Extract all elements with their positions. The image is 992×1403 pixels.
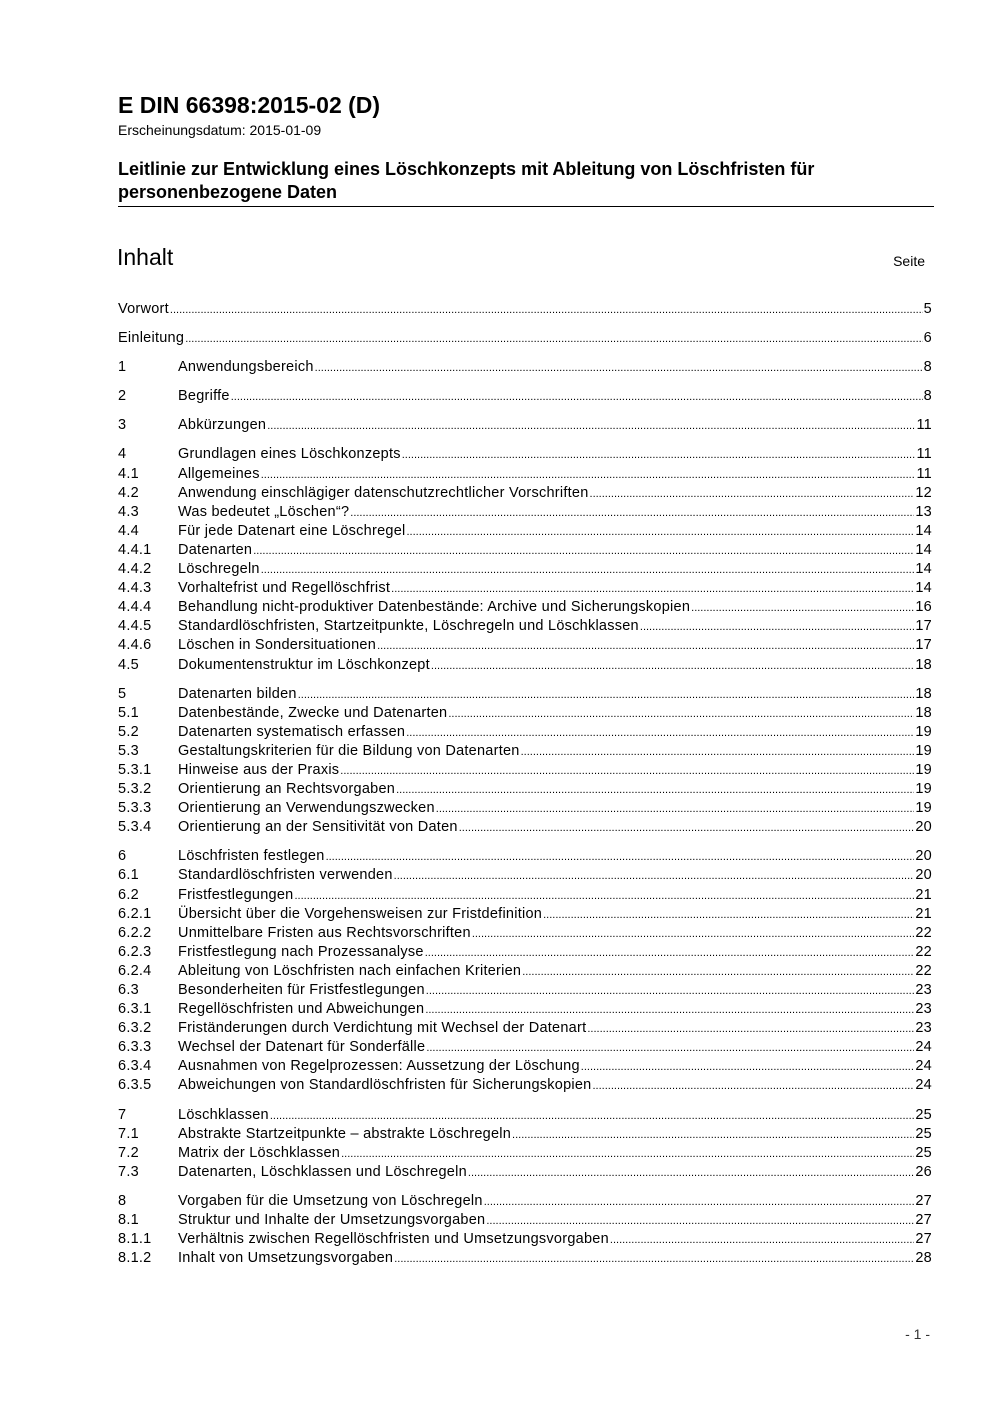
toc-entry-page: 23: [915, 1001, 932, 1018]
toc-entry-page: 25: [915, 1144, 932, 1161]
page-number: - 1 -: [905, 1326, 930, 1342]
toc-entry[interactable]: [118, 329, 932, 348]
dot-leader: [315, 359, 923, 378]
toc-entry-title: Orientierung an Verwendungszwecken: [178, 800, 435, 817]
dot-leader: [436, 800, 915, 819]
document-id: E DIN 66398:2015-02 (D): [118, 92, 381, 118]
toc-entry-number: 6.3.2: [118, 1020, 152, 1037]
toc-entry-page: 24: [915, 1058, 932, 1075]
toc-entry-title: Anwendungsbereich: [178, 359, 314, 376]
toc-entry-number: 6: [118, 848, 127, 865]
dot-leader: [587, 1020, 914, 1039]
toc-entry-title: Hinweise aus der Praxis: [178, 761, 340, 778]
toc-entry[interactable]: [118, 847, 932, 866]
dot-leader: [425, 1001, 914, 1020]
toc-entry-title: Datenarten systematisch erfassen: [178, 723, 406, 740]
toc-entry-title: Standardlöschfristen verwenden: [178, 867, 393, 884]
toc-entry[interactable]: [118, 905, 932, 924]
toc-entry[interactable]: [118, 636, 932, 655]
toc-entry-page: 11: [916, 417, 932, 434]
toc-entry-title: Löschklassen: [178, 1106, 269, 1123]
toc-entry-number: 7.2: [118, 1144, 139, 1161]
toc-entry-title: Übersicht über die Vorgehensweisen zur Fristdefinition: [178, 905, 543, 922]
toc-entry-page: 19: [915, 761, 932, 778]
toc-entry-number: 4.3: [118, 503, 139, 520]
toc-entry[interactable]: [118, 818, 932, 837]
toc-entry[interactable]: [118, 1163, 932, 1182]
dot-leader: [326, 848, 915, 867]
toc-entry-number: 4.4.2: [118, 561, 152, 578]
toc-entry-title: Grundlagen eines Löschkonzepts: [178, 446, 401, 463]
toc-entry-number: 6.3.4: [118, 1058, 152, 1075]
toc-entry-number: 6.3.5: [118, 1077, 152, 1094]
toc-entry-page: 14: [915, 541, 932, 558]
toc-entry-page: 18: [915, 685, 932, 702]
toc-entry-page: 23: [915, 1020, 932, 1037]
toc-entry-number: 6.3.1: [118, 1001, 152, 1018]
toc-entry[interactable]: [118, 799, 932, 818]
toc-entry-page: 27: [915, 1231, 932, 1248]
toc-entry[interactable]: [118, 981, 932, 1000]
toc-entry[interactable]: [118, 541, 932, 560]
toc-entry-number: 6.2.3: [118, 943, 152, 960]
toc-entry-title: Regellöschfristen und Abweichungen: [178, 1001, 425, 1018]
dot-leader: [267, 417, 915, 436]
toc-entry-number: 6.2.1: [118, 905, 152, 922]
dot-leader: [522, 963, 914, 982]
toc-entry-page: 25: [915, 1125, 932, 1142]
toc-entry[interactable]: [118, 484, 932, 503]
dot-leader: [426, 982, 915, 1001]
dot-leader: [261, 466, 916, 485]
toc-entry[interactable]: [118, 780, 932, 799]
dot-leader: [512, 1126, 914, 1145]
toc-entry[interactable]: [118, 866, 932, 885]
toc-entry-title: Fristfestlegung nach Prozessanalyse: [178, 943, 424, 960]
toc-entry[interactable]: [118, 924, 932, 943]
toc-entry-title: Abkürzungen: [178, 417, 267, 434]
toc-entry-number: 4.2: [118, 484, 139, 501]
toc-entry-page: 25: [915, 1106, 932, 1123]
toc-entry-title: Datenbestände, Zwecke und Datenarten: [178, 704, 448, 721]
toc-entry-title: Ableitung von Löschfristen nach einfachen Kriterien: [178, 962, 522, 979]
toc-entry-page: 26: [915, 1163, 932, 1180]
dot-leader: [406, 724, 914, 743]
toc-entry[interactable]: [118, 522, 932, 541]
dot-leader: [270, 1107, 915, 1126]
toc-entry-number: 7: [118, 1106, 127, 1123]
toc-entry-number: 6.1: [118, 867, 139, 884]
toc-entry-page: 6: [923, 330, 932, 347]
toc-entry[interactable]: [118, 723, 932, 742]
dot-leader: [426, 1039, 914, 1058]
toc-entry-title: Struktur und Inhalte der Umsetzungsvorgaben: [178, 1212, 486, 1229]
toc-entry-page: 14: [915, 522, 932, 539]
toc-entry[interactable]: [118, 1106, 932, 1125]
dot-leader: [377, 637, 914, 656]
toc-entry-page: 12: [915, 484, 932, 501]
toc-entry-page: 14: [915, 580, 932, 597]
dot-leader: [448, 705, 914, 724]
toc-entry-page: 16: [915, 599, 932, 616]
toc-page-column-label: Seite: [893, 253, 925, 269]
toc-entry[interactable]: [118, 1192, 932, 1211]
toc-entry-page: 22: [915, 962, 932, 979]
toc-entry[interactable]: [118, 300, 932, 319]
toc-heading: Inhalt: [117, 244, 174, 270]
dot-leader: [253, 542, 914, 561]
toc-entry[interactable]: [118, 598, 932, 617]
toc-entry-page: 13: [915, 503, 932, 520]
dot-leader: [610, 1231, 914, 1250]
toc-entry-title: Besonderheiten für Fristfestlegungen: [178, 982, 425, 998]
dot-leader: [593, 1077, 915, 1096]
toc-entry[interactable]: [118, 656, 932, 675]
toc-entry-number: 5.1: [118, 704, 139, 721]
toc-entry-page: 19: [915, 723, 932, 740]
toc-entry[interactable]: [118, 886, 932, 905]
toc-entry-title: Wechsel der Datenart für Sonderfälle: [178, 1039, 426, 1056]
toc-entry-page: 27: [915, 1212, 932, 1229]
toc-entry-number: 4.4.4: [118, 599, 152, 616]
toc-entry-title: Friständerungen durch Verdichtung mit Wechsel der Datenart: [178, 1020, 587, 1037]
toc-entry-number: 6.3: [118, 982, 139, 998]
toc-entry-title: Anwendung einschlägiger datenschutzrechtlicher Vorschriften: [178, 484, 589, 501]
toc-entry-page: 21: [915, 905, 932, 922]
toc-entry-title: Matrix der Löschklassen: [178, 1144, 341, 1161]
toc-entry-title: Ausnahmen von Regelprozessen: Aussetzung der Löschung: [178, 1058, 580, 1075]
toc-entry-title: Abweichungen von Standardlöschfristen für Sicherungskopien: [178, 1077, 592, 1094]
toc-entry-page: 5: [923, 301, 932, 317]
dot-leader: [396, 781, 914, 800]
dot-leader: [294, 887, 914, 906]
toc-entry[interactable]: [118, 387, 932, 406]
dot-leader: [431, 657, 914, 676]
toc-entry[interactable]: [118, 579, 932, 598]
toc-entry-number: 5.3: [118, 742, 139, 759]
toc-entry-title: Datenarten, Löschklassen und Löschregeln: [178, 1163, 467, 1180]
toc-entry-number: 7.3: [118, 1163, 139, 1180]
toc-entry-page: 21: [915, 886, 932, 903]
dot-leader: [484, 1193, 915, 1212]
dot-leader: [691, 599, 914, 618]
toc-entry-page: 23: [915, 982, 932, 998]
toc-entry-page: 20: [915, 867, 932, 884]
toc-entry-page: 18: [915, 656, 932, 673]
dot-leader: [261, 561, 915, 580]
toc-entry-page: 11: [916, 465, 932, 482]
toc-entry[interactable]: [118, 445, 932, 464]
dot-leader: [394, 867, 915, 886]
toc-entry-page: 24: [915, 1039, 932, 1056]
toc-entry[interactable]: [118, 1249, 932, 1268]
toc-entry-title: Allgemeines: [178, 465, 260, 482]
toc-entry-page: 8: [923, 388, 932, 405]
toc-entry-page: 20: [915, 848, 932, 865]
toc-entry-number: 4.5: [118, 656, 139, 673]
toc-entry-number: 3: [118, 417, 127, 434]
toc-entry[interactable]: [118, 1019, 932, 1038]
toc-entry-title: Datenarten bilden: [178, 685, 297, 702]
dot-leader: [185, 330, 922, 349]
toc-entry-page: 19: [915, 781, 932, 798]
dot-leader: [486, 1212, 914, 1231]
toc-entry[interactable]: [118, 358, 932, 377]
toc-entry-title: Was bedeutet „Löschen“?: [178, 503, 350, 520]
dot-leader: [350, 504, 914, 523]
toc-entry-page: 20: [915, 819, 932, 836]
toc-entry[interactable]: [118, 962, 932, 981]
dot-leader: [407, 523, 915, 542]
document-title: Leitlinie zur Entwicklung eines Löschkonzepts mit Ableitung von Löschfristen für personenbezogene Daten: [118, 159, 815, 202]
toc-entry-number: 7.1: [118, 1125, 139, 1142]
toc-entry-number: 2: [118, 388, 127, 405]
toc-entry[interactable]: [118, 761, 932, 780]
toc-entry-title: Behandlung nicht-produktiver Datenbestände: Archive und Sicherungskopien: [178, 599, 691, 616]
toc-entry-number: 8.1.2: [118, 1250, 152, 1267]
toc-entry-page: 8: [923, 359, 932, 376]
toc-entry-number: 5.3.2: [118, 781, 152, 798]
publication-date: Erscheinungsdatum: 2015-01-09: [118, 122, 322, 138]
toc-entry[interactable]: [118, 617, 932, 636]
toc-entry-title: Abstrakte Startzeitpunkte – abstrakte Löschregeln: [178, 1125, 512, 1142]
toc-entry-number: 8.1.1: [118, 1231, 152, 1248]
toc-entry-page: 22: [915, 943, 932, 960]
toc-entry-number: 5.2: [118, 723, 139, 740]
toc-entry-page: 27: [915, 1192, 932, 1209]
toc-entry-title: Löschen in Sondersituationen: [178, 637, 377, 654]
dot-leader: [543, 906, 914, 925]
toc-entry-number: 5.3.3: [118, 800, 152, 817]
dot-leader: [391, 580, 914, 599]
toc-entry-title: Datenarten: [178, 541, 253, 558]
toc-entry-title: Gestaltungskriterien für die Bildung von Datenarten: [178, 742, 520, 759]
dot-leader: [231, 388, 923, 407]
toc-entry-number: 4.4.1: [118, 541, 152, 558]
toc-entry-number: 1: [118, 359, 127, 376]
dot-leader: [341, 1145, 914, 1164]
toc-entry-page: 19: [915, 800, 932, 817]
toc-entry-title: Löschregeln: [178, 561, 260, 578]
table-of-contents: [118, 300, 932, 1268]
toc-entry[interactable]: [118, 1230, 932, 1249]
dot-leader: [521, 743, 915, 762]
toc-entry-page: 28: [915, 1250, 932, 1267]
dot-leader: [459, 819, 915, 838]
dot-leader: [402, 446, 916, 465]
toc-entry-page: 14: [915, 561, 932, 578]
toc-entry-number: 4.4.6: [118, 637, 152, 654]
toc-entry-number: 6.2.2: [118, 924, 152, 941]
toc-entry-title: Standardlöschfristen, Startzeitpunkte, Löschregeln und Löschklassen: [178, 618, 639, 635]
dot-leader: [340, 762, 914, 781]
toc-entry-title: Vorhaltefrist und Regellöschfrist: [178, 580, 391, 597]
dot-leader: [298, 686, 915, 705]
toc-entry[interactable]: [118, 416, 932, 435]
dot-leader: [472, 925, 915, 944]
toc-entry-page: 24: [915, 1077, 932, 1094]
toc-entry[interactable]: [118, 1144, 932, 1163]
toc-entry-number: 6.3.3: [118, 1039, 152, 1056]
toc-entry-page: 22: [915, 924, 932, 941]
toc-entry-page: 17: [915, 637, 932, 654]
toc-entry-number: 6.2.4: [118, 962, 152, 979]
toc-entry-title: Vorgaben für die Umsetzung von Löschregeln: [178, 1192, 483, 1209]
toc-entry[interactable]: [118, 742, 932, 761]
toc-entry-title: Verhältnis zwischen Regellöschfristen und Umsetzungsvorgaben: [178, 1231, 609, 1248]
toc-entry-number: 4.1: [118, 465, 139, 482]
toc-entry-page: 11: [916, 446, 932, 463]
dot-leader: [468, 1164, 914, 1183]
toc-entry-title: Vorwort: [118, 301, 169, 317]
toc-entry[interactable]: [118, 1057, 932, 1076]
toc-entry-title: Unmittelbare Fristen aus Rechtsvorschriften: [178, 924, 471, 941]
toc-entry-page: 17: [915, 618, 932, 635]
toc-entry-number: 4.4.5: [118, 618, 152, 635]
toc-entry[interactable]: [118, 503, 932, 522]
dot-leader: [170, 301, 923, 320]
toc-entry-number: 5.3.1: [118, 761, 152, 778]
toc-entry[interactable]: [118, 560, 932, 579]
toc-entry-title: Orientierung an Rechtsvorgaben: [178, 781, 396, 798]
dot-leader: [425, 944, 915, 963]
toc-entry[interactable]: [118, 465, 932, 484]
toc-entry-title: Für jede Datenart eine Löschregel: [178, 522, 406, 539]
toc-entry-number: 8: [118, 1192, 127, 1209]
toc-entry-title: Begriffe: [178, 388, 230, 405]
toc-entry[interactable]: [118, 704, 932, 723]
toc-entry[interactable]: [118, 685, 932, 704]
toc-entry[interactable]: [118, 1000, 932, 1019]
toc-entry-title: Orientierung an der Sensitivität von Daten: [178, 819, 458, 836]
toc-entry-number: 5: [118, 685, 127, 702]
toc-entry-page: 18: [915, 704, 932, 721]
toc-entry-number: 6.2: [118, 886, 139, 903]
toc-entry-number: 5.3.4: [118, 819, 152, 836]
toc-entry-title: Einleitung: [118, 330, 185, 347]
toc-entry[interactable]: [118, 943, 932, 962]
toc-entry[interactable]: [118, 1125, 932, 1144]
dot-leader: [581, 1058, 915, 1077]
title-divider: [118, 206, 934, 207]
toc-entry-page: 19: [915, 742, 932, 759]
toc-entry-number: 4: [118, 446, 127, 463]
dot-leader: [394, 1250, 914, 1269]
toc-entry-number: 4.4: [118, 522, 139, 539]
toc-entry-number: 8.1: [118, 1212, 139, 1229]
dot-leader: [640, 618, 914, 637]
toc-entry[interactable]: [118, 1211, 932, 1230]
toc-entry[interactable]: [118, 1076, 932, 1095]
dot-leader: [590, 485, 915, 504]
toc-entry-title: Inhalt von Umsetzungsvorgaben: [178, 1250, 394, 1267]
toc-entry-title: Löschfristen festlegen: [178, 848, 325, 865]
toc-entry-title: Fristfestlegungen: [178, 886, 294, 903]
toc-entry-title: Dokumentenstruktur im Löschkonzept: [178, 656, 430, 673]
toc-entry[interactable]: [118, 1038, 932, 1057]
toc-entry-number: 4.4.3: [118, 580, 152, 597]
